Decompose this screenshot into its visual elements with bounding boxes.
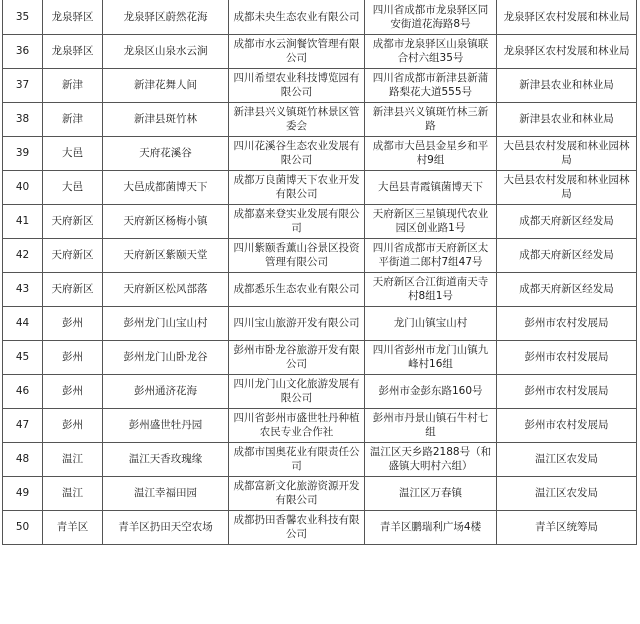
company-cell: 彭州市卧龙谷旅游开发有限公司 <box>229 340 365 374</box>
table-row <box>3 102 637 136</box>
attraction-name-cell: 青羊区扔田天空农场 <box>103 510 229 544</box>
table-row <box>3 476 637 510</box>
department-cell: 温江区农发局 <box>497 442 637 476</box>
department-cell: 彭州市农村发展局 <box>497 306 637 340</box>
address-cell: 四川省彭州市龙门山镇九峰村16组 <box>365 340 497 374</box>
address-cell: 天府新区合江街道南天寺村8组1号 <box>365 272 497 306</box>
department-cell: 成都天府新区经发局 <box>497 238 637 272</box>
district-cell: 龙泉驿区 <box>43 0 103 34</box>
row-number: 48 <box>3 442 43 476</box>
row-number: 45 <box>3 340 43 374</box>
company-cell: 成都未央生态农业有限公司 <box>229 0 365 34</box>
table-row <box>3 238 637 272</box>
address-cell: 龙门山镇宝山村 <box>365 306 497 340</box>
attraction-name-cell: 彭州龙门山宝山村 <box>103 306 229 340</box>
row-number: 42 <box>3 238 43 272</box>
address-cell: 彭州市丹景山镇石牛村七组 <box>365 408 497 442</box>
district-cell: 新津 <box>43 68 103 102</box>
row-number: 38 <box>3 102 43 136</box>
row-number: 43 <box>3 272 43 306</box>
row-number: 41 <box>3 204 43 238</box>
district-cell: 彭州 <box>43 408 103 442</box>
attraction-name-cell: 彭州通济花海 <box>103 374 229 408</box>
table-row <box>3 170 637 204</box>
attraction-name-cell: 大邑成都菌博天下 <box>103 170 229 204</box>
department-cell: 温江区农发局 <box>497 476 637 510</box>
row-number: 47 <box>3 408 43 442</box>
table-row <box>3 272 637 306</box>
address-cell: 天府新区三星镇现代农业园区创业路1号 <box>365 204 497 238</box>
table-row <box>3 136 637 170</box>
company-cell: 成都嘉来登实业发展有限公司 <box>229 204 365 238</box>
address-cell: 青羊区鹏瑞利广场4楼 <box>365 510 497 544</box>
address-cell: 成都市龙泉驿区山泉镇联合村六组35号 <box>365 34 497 68</box>
district-cell: 彭州 <box>43 340 103 374</box>
department-cell: 彭州市农村发展局 <box>497 408 637 442</box>
company-cell: 四川宝山旅游开发有限公司 <box>229 306 365 340</box>
attraction-name-cell: 新津县斑竹林 <box>103 102 229 136</box>
district-cell: 温江 <box>43 476 103 510</box>
address-cell: 四川省成都市天府新区太平街道二郎村7组47号 <box>365 238 497 272</box>
address-cell: 温江区万春镇 <box>365 476 497 510</box>
row-number: 44 <box>3 306 43 340</box>
district-cell: 天府新区 <box>43 204 103 238</box>
attraction-name-cell: 天府新区杨梅小镇 <box>103 204 229 238</box>
department-cell: 彭州市农村发展局 <box>497 374 637 408</box>
table-body <box>3 0 637 544</box>
table-row <box>3 0 637 34</box>
company-cell: 四川省彭州市盛世牡丹种植农民专业合作社 <box>229 408 365 442</box>
department-cell: 新津县农业和林业局 <box>497 102 637 136</box>
address-cell: 温江区天乡路2188号（和盛镇大明村六组） <box>365 442 497 476</box>
district-cell: 彭州 <box>43 306 103 340</box>
row-number: 39 <box>3 136 43 170</box>
attraction-name-cell: 龙泉区山泉水云涧 <box>103 34 229 68</box>
attraction-name-cell: 温江幸福田园 <box>103 476 229 510</box>
company-cell: 四川龙门山文化旅游发展有限公司 <box>229 374 365 408</box>
attraction-name-cell: 温江天香玫瑰缘 <box>103 442 229 476</box>
company-cell: 四川希望农业科技博览园有限公司 <box>229 68 365 102</box>
department-cell: 成都天府新区经发局 <box>497 272 637 306</box>
district-cell: 青羊区 <box>43 510 103 544</box>
department-cell: 龙泉驿区农村发展和林业局 <box>497 34 637 68</box>
row-number: 36 <box>3 34 43 68</box>
company-cell: 成都市国奥花业有限责任公司 <box>229 442 365 476</box>
district-cell: 温江 <box>43 442 103 476</box>
department-cell: 新津县农业和林业局 <box>497 68 637 102</box>
department-cell: 大邑县农村发展和林业园林局 <box>497 170 637 204</box>
table-row <box>3 204 637 238</box>
district-cell: 大邑 <box>43 136 103 170</box>
company-cell: 成都市水云涧餐饮管理有限公司 <box>229 34 365 68</box>
department-cell: 大邑县农村发展和林业园林局 <box>497 136 637 170</box>
table-row <box>3 340 637 374</box>
address-cell: 新津县兴义镇斑竹林三新路 <box>365 102 497 136</box>
attraction-name-cell: 天府新区松风部落 <box>103 272 229 306</box>
row-number: 37 <box>3 68 43 102</box>
table-row <box>3 374 637 408</box>
department-cell: 彭州市农村发展局 <box>497 340 637 374</box>
department-cell: 青羊区统筹局 <box>497 510 637 544</box>
table-row <box>3 68 637 102</box>
district-cell: 龙泉驿区 <box>43 34 103 68</box>
district-cell: 大邑 <box>43 170 103 204</box>
company-cell: 四川紫颐香薰山谷景区投资管理有限公司 <box>229 238 365 272</box>
district-cell: 新津 <box>43 102 103 136</box>
row-number: 50 <box>3 510 43 544</box>
attractions-table <box>2 0 637 545</box>
row-number: 35 <box>3 0 43 34</box>
table-row <box>3 34 637 68</box>
row-number: 49 <box>3 476 43 510</box>
district-cell: 天府新区 <box>43 272 103 306</box>
district-cell: 天府新区 <box>43 238 103 272</box>
table-row <box>3 442 637 476</box>
department-cell: 龙泉驿区农村发展和林业局 <box>497 0 637 34</box>
attraction-name-cell: 彭州龙门山卧龙谷 <box>103 340 229 374</box>
table-row <box>3 306 637 340</box>
company-cell: 成都扔田香馨农业科技有限公司 <box>229 510 365 544</box>
attraction-name-cell: 龙泉驿区蔚然花海 <box>103 0 229 34</box>
address-cell: 大邑县青霞镇菌博天下 <box>365 170 497 204</box>
row-number: 46 <box>3 374 43 408</box>
address-cell: 彭州市金彭东路160号 <box>365 374 497 408</box>
company-cell: 成都万良菌博天下农业开发有限公司 <box>229 170 365 204</box>
attraction-name-cell: 新津花舞人间 <box>103 68 229 102</box>
address-cell: 四川省成都市龙泉驿区同安街道花海路8号 <box>365 0 497 34</box>
table-row <box>3 510 637 544</box>
company-cell: 成都悉乐生态农业有限公司 <box>229 272 365 306</box>
table-row <box>3 408 637 442</box>
company-cell: 四川花溪谷生态农业发展有限公司 <box>229 136 365 170</box>
company-cell: 成都富新文化旅游资源开发有限公司 <box>229 476 365 510</box>
attraction-name-cell: 彭州盛世牡丹园 <box>103 408 229 442</box>
address-cell: 成都市大邑县金星乡和平村9组 <box>365 136 497 170</box>
address-cell: 四川省成都市新津县新蒲路梨花大道555号 <box>365 68 497 102</box>
district-cell: 彭州 <box>43 374 103 408</box>
company-cell: 新津县兴义镇斑竹林景区管委会 <box>229 102 365 136</box>
attraction-name-cell: 天府花溪谷 <box>103 136 229 170</box>
attraction-name-cell: 天府新区紫颐天堂 <box>103 238 229 272</box>
department-cell: 成都天府新区经发局 <box>497 204 637 238</box>
row-number: 40 <box>3 170 43 204</box>
